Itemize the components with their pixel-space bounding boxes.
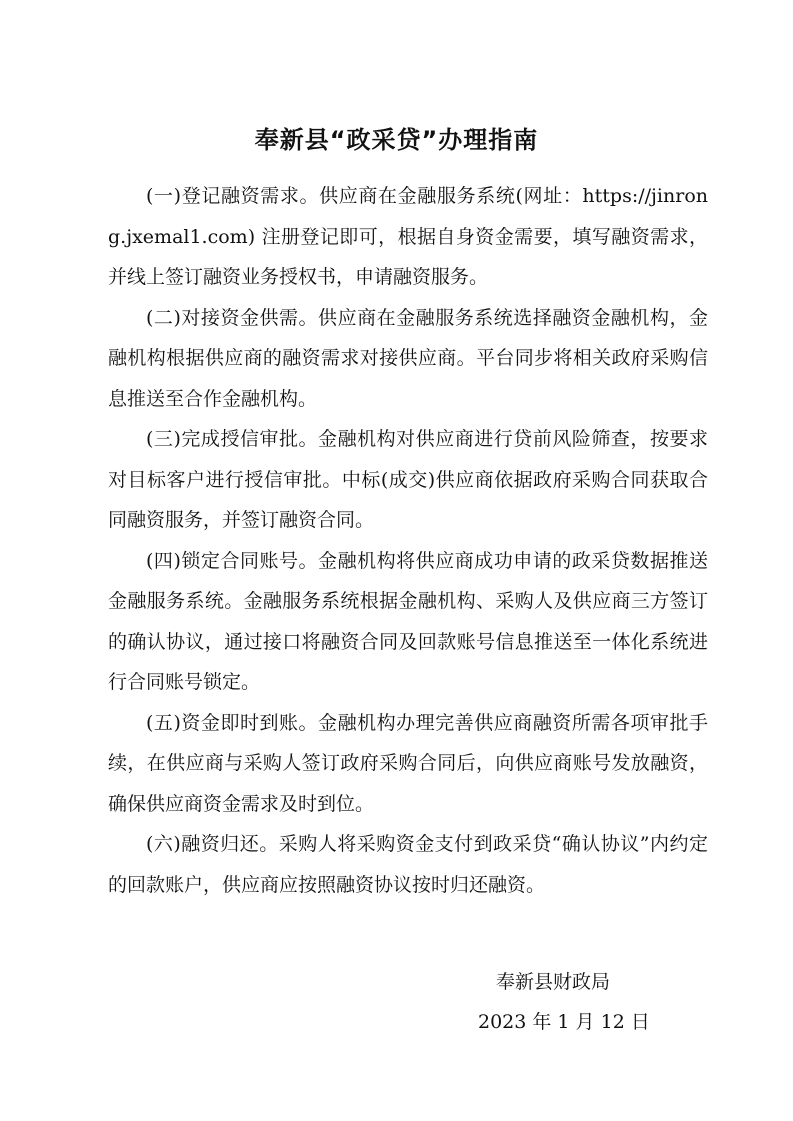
issue-date: 2023 年 1 月 12 日 xyxy=(478,1011,650,1033)
paragraph-step-1: (一)登记融资需求。供应商在金融服务系统(网址：https://jinrong.jxemal1.com) 注册登记即可，根据自身资金需要，填写融资需求，并线上签订融资业务授权书，申请融资服务。 xyxy=(108,185,708,288)
signature-block xyxy=(400,962,700,1042)
paragraph-step-4: (四)锁定合同账号。金融机构将供应商成功申请的政采贷数据推送金融服务系统。金融服务系统根据金融机构、采购人及供应商三方签订的确认协议，通过接口将融资合同及回款账号信息推送至一体化系统进行合同账号锁定。 xyxy=(108,549,708,693)
paragraph-step-6: (六)融资归还。采购人将采购资金支付到政采贷“确认协议”内约定的回款账户，供应商应按照融资协议按时归还融资。 xyxy=(108,833,708,896)
document-body xyxy=(108,176,708,905)
paragraph-step-2: (二)对接资金供需。供应商在金融服务系统选择融资金融机构，金融机构根据供应商的融资需求对接供应商。平台同步将相关政府采购信息推送至合作金融机构。 xyxy=(108,306,708,410)
document-title: 奉新县“政采贷”办理指南 xyxy=(254,126,539,154)
paragraph-step-5: (五)资金即时到账。金融机构办理完善供应商融资所需各项审批手续，在供应商与采购人签订政府采购合同后，向供应商账号发放融资，确保供应商资金需求及时到位。 xyxy=(108,711,708,815)
paragraph-step-3: (三)完成授信审批。金融机构对供应商进行贷前风险筛查，按要求对目标客户进行授信审批。中标(成交)供应商依据政府采购合同获取合同融资服务，并签订融资合同。 xyxy=(108,428,708,531)
issuing-organization: 奉新县财政局 xyxy=(496,971,611,993)
